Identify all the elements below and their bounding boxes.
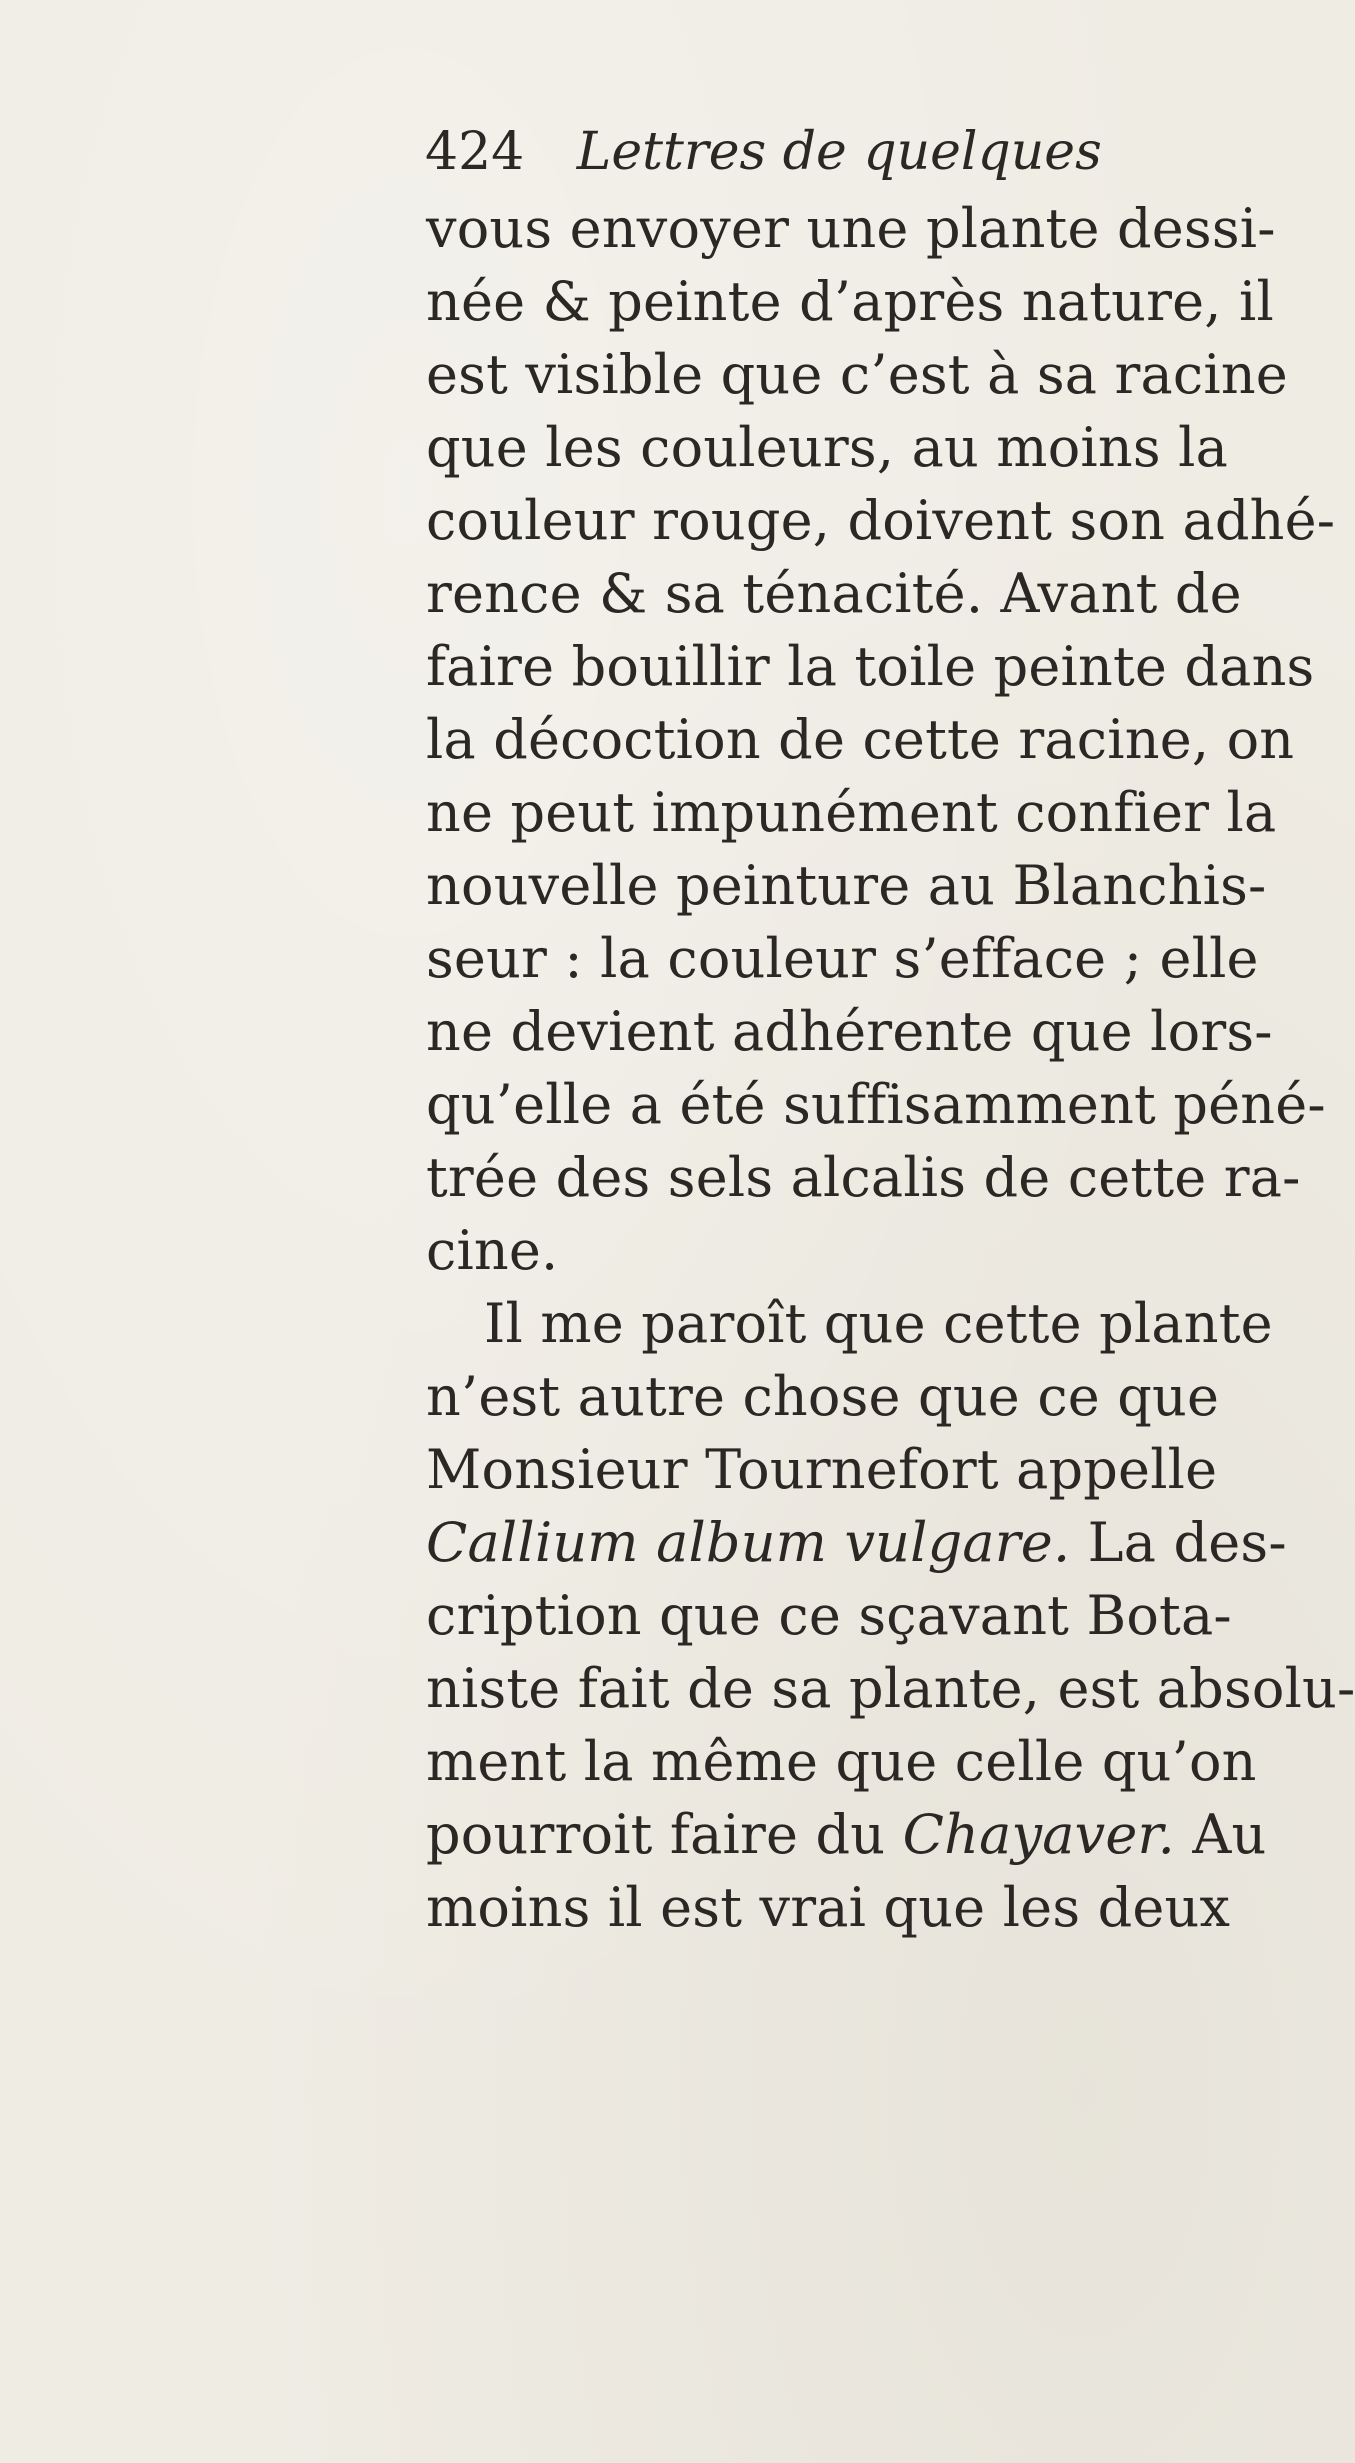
text-line: couleur rouge, doivent son adhé-: [426, 489, 1336, 552]
text-line: qu’elle a été suffisamment péné-: [426, 1073, 1326, 1136]
text-line: [426, 1798, 1267, 1871]
italic-species-name: Callium album vulgare.: [426, 1511, 1071, 1574]
body-text: [426, 192, 1355, 1944]
text-span: La des-: [1070, 1511, 1287, 1574]
text-line: la décoction de cette racine, on: [426, 708, 1295, 771]
text-line: que les couleurs, au moins la: [426, 416, 1229, 479]
text-line: est visible que c’est à sa racine: [426, 343, 1288, 406]
text-line: moins il est vrai que les deux: [426, 1876, 1231, 1939]
text-line: rence & sa ténacité. Avant de: [426, 562, 1242, 625]
text-line: Monsieur Tournefort appelle: [426, 1438, 1218, 1501]
text-line: ne devient adhérente que lors-: [426, 1000, 1273, 1063]
paragraph-start-line: Il me paroît que cette plante: [484, 1292, 1273, 1355]
text-line: vous envoyer une plante dessi-: [426, 197, 1276, 260]
italic-plant-name: Chayaver.: [902, 1803, 1175, 1866]
text-line: cription que ce sçavant Bota-: [426, 1584, 1232, 1647]
running-title: Lettres de quelques: [576, 122, 1102, 182]
text-line: [426, 1506, 1287, 1579]
text-line: niste fait de sa plante, est absolu-: [426, 1657, 1355, 1720]
text-line: née & peinte d’après nature, il: [426, 270, 1274, 333]
text-line: trée des sels alcalis de cette ra-: [426, 1146, 1301, 1209]
text-span: pourroit faire du: [426, 1803, 903, 1866]
text-line: n’est autre chose que ce que: [426, 1365, 1220, 1428]
text-line: ment la même que celle qu’on: [426, 1730, 1257, 1793]
text-span: Au: [1174, 1803, 1267, 1866]
text-line: faire bouillir la toile peinte dans: [426, 635, 1315, 698]
text-line: nouvelle peinture au Blanchis-: [426, 854, 1267, 917]
text-line: cine.: [426, 1219, 559, 1282]
text-line: ne peut impunément confier la: [426, 781, 1277, 844]
running-head: [425, 112, 1185, 192]
page-number: 424: [425, 122, 525, 182]
text-line: seur : la couleur s’efface ; elle: [426, 927, 1259, 990]
